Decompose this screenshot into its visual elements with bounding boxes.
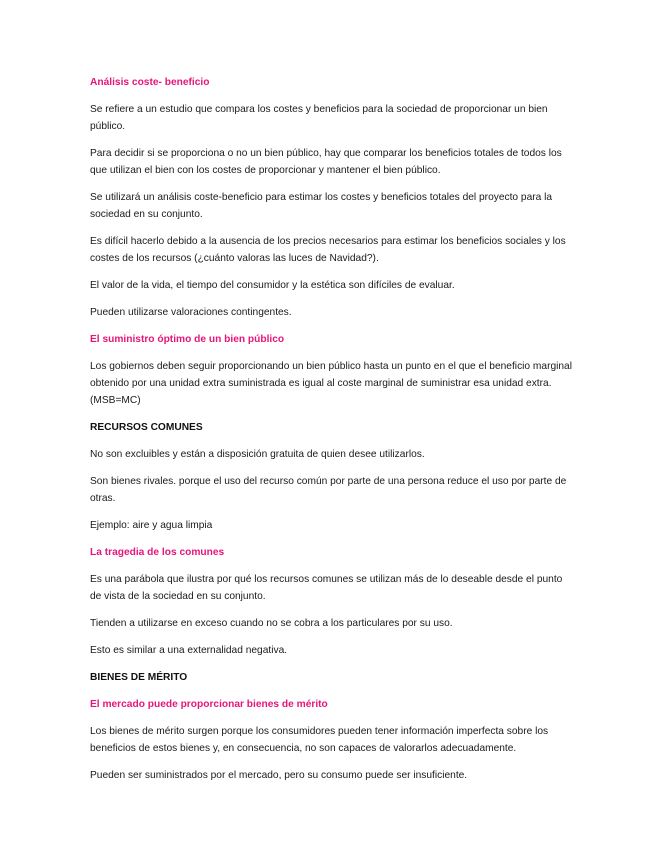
heading-tragedia-comunes: La tragedia de los comunes — [90, 547, 225, 558]
heading-suministro-optimo: El suministro óptimo de un bien público — [90, 334, 285, 345]
heading-recursos-comunes: RECURSOS COMUNES — [90, 422, 203, 433]
paragraph: Se refiere a un estudio que compara los costes y beneficios para la sociedad de proporcionar un bien público. — [90, 104, 548, 132]
paragraph: Tienden a utilizarse en exceso cuando no se cobra a los particulares por su uso. — [90, 618, 453, 629]
paragraph: Los bienes de mérito surgen porque los consumidores pueden tener información imperfecta sobre los beneficios de estos bienes y, en consecuencia, no son capaces de valorarlos adecuadamente. — [90, 726, 549, 754]
paragraph: Pueden utilizarse valoraciones contingentes. — [90, 307, 292, 318]
paragraph: Ejemplo: aire y agua limpia — [90, 520, 213, 531]
paragraph: Es difícil hacerlo debido a la ausencia de los precios necesarios para estimar los beneficios sociales y los costes de los recursos (¿cuánto valoras las luces de Navidad?). — [90, 236, 566, 264]
paragraph: Para decidir si se proporciona o no un bien público, hay que comparar los beneficios totales de todos los que utilizan el bien con los costes de proporcionar y mantener el bien público. — [90, 148, 562, 176]
paragraph: Es una parábola que ilustra por qué los recursos comunes se utilizan más de lo deseable desde el punto de vista de la sociedad en su conjunto. — [90, 574, 563, 602]
heading-mercado-bienes-merito: El mercado puede proporcionar bienes de mérito — [90, 699, 328, 710]
paragraph: Se utilizará un análisis coste-beneficio para estimar los costes y beneficios totales del proyecto para la sociedad en su conjunto. — [90, 192, 553, 220]
paragraph: No son excluibles y están a disposición gratuita de quien desee utilizarlos. — [90, 449, 425, 460]
paragraph: Pueden ser suministrados por el mercado, pero su consumo puede ser insuficiente. — [90, 770, 468, 781]
paragraph: Esto es similar a una externalidad negativa. — [90, 645, 288, 656]
heading-analisis-coste-beneficio: Análisis coste- beneficio — [90, 77, 210, 88]
paragraph: Son bienes rivales. porque el uso del recurso común por parte de una persona reduce el uso por parte de otras. — [90, 476, 567, 504]
heading-bienes-de-merito: BIENES DE MÉRITO — [90, 672, 188, 683]
paragraph: El valor de la vida, el tiempo del consumidor y la estética son difíciles de evaluar. — [90, 280, 455, 291]
paragraph: Los gobiernos deben seguir proporcionando un bien público hasta un punto en el que el beneficio marginal obtenido por una unidad extra suministrada es igual al coste marginal de suministrar esa unidad extra. (MSB=MC) — [90, 361, 572, 406]
document-page — [90, 74, 572, 794]
